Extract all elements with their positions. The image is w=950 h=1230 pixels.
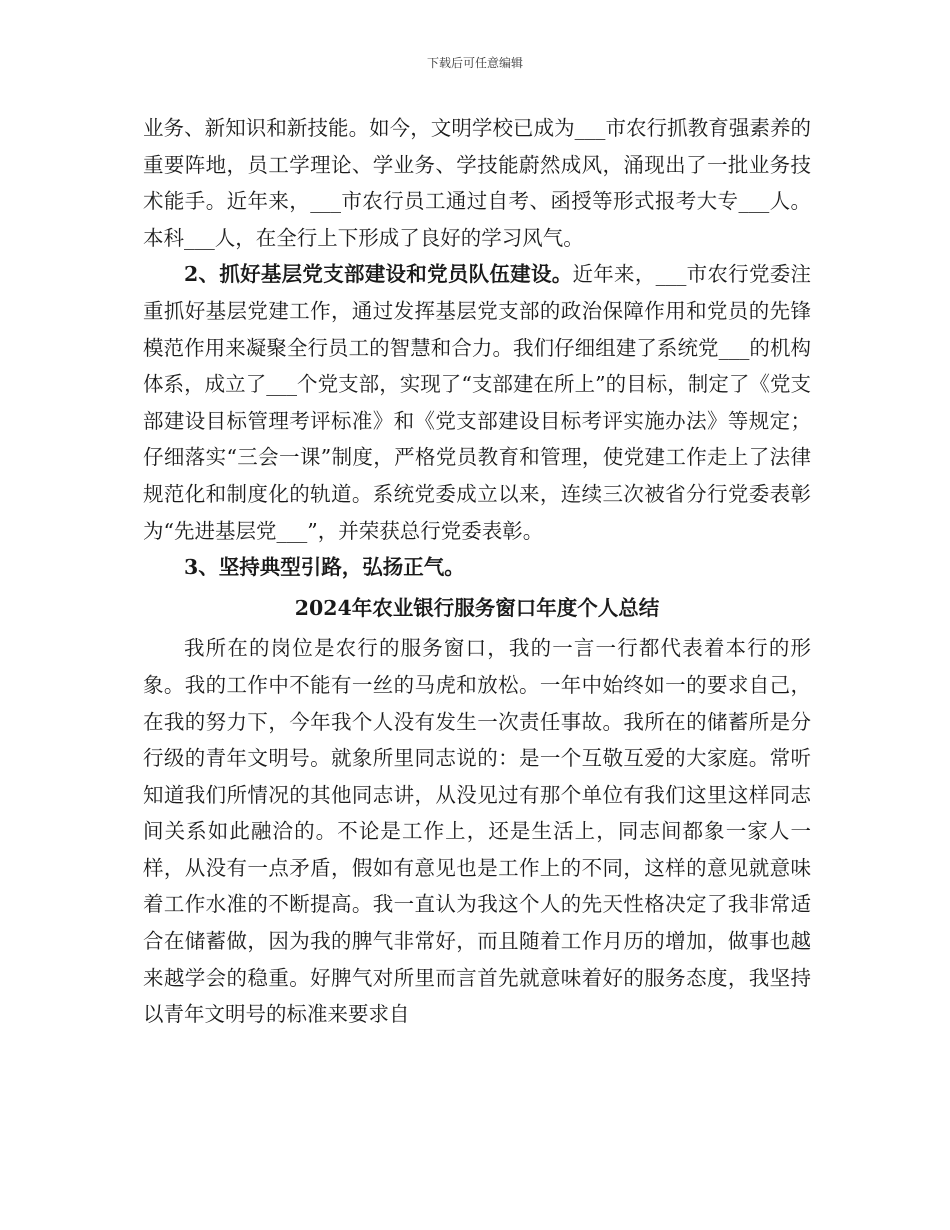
paragraph-continued: 业务、新知识和新技能。如今，文明学校已成为___市农行抓教育强素养的重要阵地，员工学理论、学业务、学技能蔚然成风，涌现出了一批业务技术能手。近年来，___市农行员工通过自考、函授等形式报考大专___人。本科___人，在全行上下形成了良好的学习风气。 xyxy=(143,116,811,250)
document-title: 2024年农业银行服务窗口年度个人总结 xyxy=(294,595,660,620)
page-header: 下载后可任意编辑 xyxy=(426,56,523,70)
document-body xyxy=(143,110,811,1033)
paragraph-heading: 3、坚持典型引路，弘扬正气。 xyxy=(184,555,465,580)
paragraph-typical-example xyxy=(143,549,811,586)
paragraph-heading: 2、抓好基层党支部建设和党员队伍建设。 xyxy=(184,262,573,287)
paragraph-party-building xyxy=(143,256,811,549)
paragraph-text: 近年来，___市农行党委注重抓好基层党建工作，通过发挥基层党支部的政治保障作用和党员的先锋模范作用来凝聚全行员工的智慧和合力。我们仔细组建了系统党___的机构体系，成立了___个党支部，实现了“支部建在所上”的目标，制定了《党支部建设目标管理考评标准》和《党支部建设目标考评实施办法》等规定；仔细落实“三会一课”制度，严格党员教育和管理，使党建工作走上了法律规范化和制度化的轨道。系统党委成立以来，连续三次被省分行党委表彰为“先进基层党___”，并荣获总行党委表彰。 xyxy=(143,262,812,543)
paragraph-summary: 我所在的岗位是农行的服务窗口，我的一言一行都代表着本行的形象。我的工作中不能有一丝的马虎和放松。一年中始终如一的要求自己，在我的努力下，今年我个人没有发生一次责任事故。我所在的储蓄所是分行级的青年文明号。就象所里同志说的：是一个互敬互爱的大家庭。常听知道我们所情况的其他同志讲，从没见过有那个单位有我们这里这样同志间关系如此融洽的。不论是工作上，还是生活上，同志间都象一家人一样，从没有一点矛盾，假如有意见也是工作上的不同，这样的意见就意味着工作水准的不断提高。我一直认为我这个人的先天性格决定了我非常适合在储蓄做，因为我的脾气非常好，而且随着工作月历的增加，做事也越来越学会的稳重。好脾气对所里而言首先就意味着好的服务态度，我坚持以青年文明号的标准来要求自 xyxy=(143,636,811,1027)
